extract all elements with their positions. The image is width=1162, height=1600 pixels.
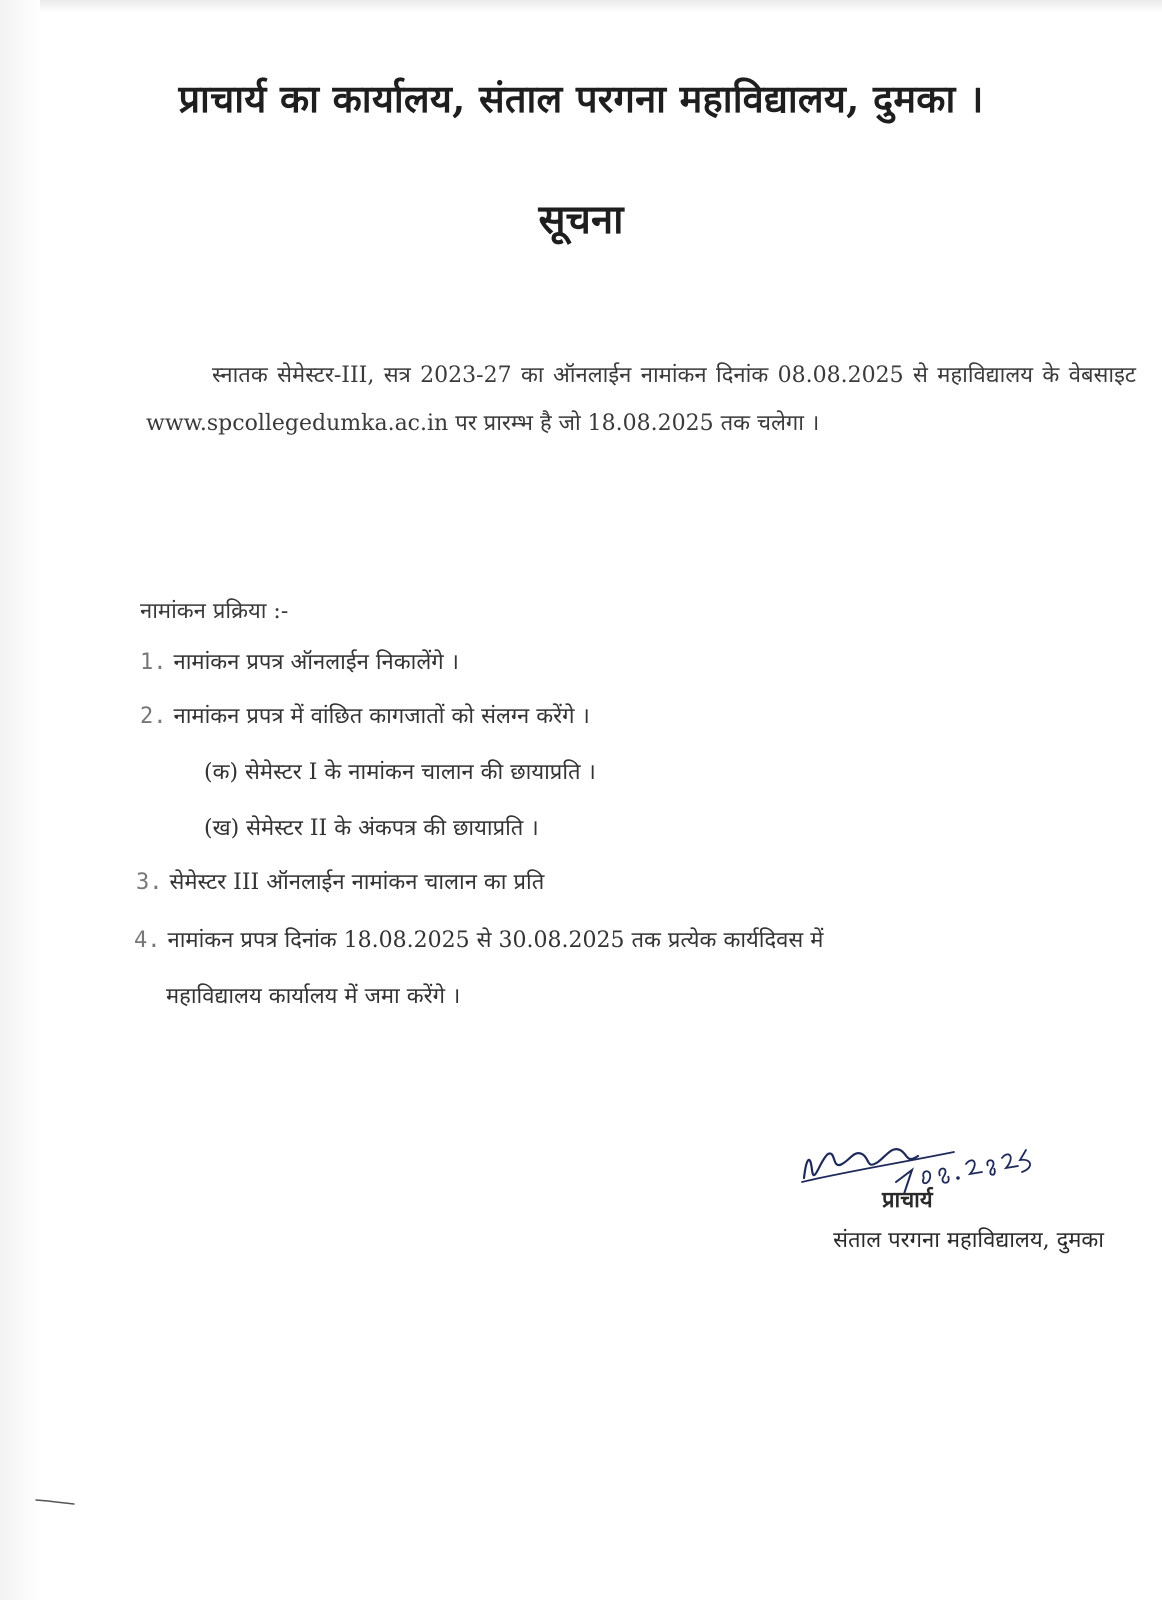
item-text: (ख) सेमेस्टर II के अंकपत्र की छायाप्रति । [204,816,539,841]
item-text: नामांकन प्रपत्र में वांछित कागजातों को संलग्न करेंगे । [173,704,590,729]
procedure-heading: नामांकन प्रक्रिया :- [140,599,289,624]
procedure-item-1 [140,646,459,676]
notice-paragraph-text: स्नातक सेमेस्टर-III, सत्र 2023-27 का ऑनलाईन नामांकन दिनांक 08.08.2025 से महाविद्यालय के वेबसाइट www.spcollegedumka.ac.in पर प्रारम्भ है जो 18.08.2025 तक चलेगा । [146,363,1136,436]
procedure-item-3 [136,866,544,896]
signatory-title: प्राचार्य [882,1187,933,1213]
item-text: (क) सेमेस्टर I के नामांकन चालान की छायाप्रति । [204,760,596,785]
item-text: सेमेस्टर III ऑनलाईन नामांकन चालान का प्रति [169,870,545,895]
item-text: नामांकन प्रपत्र दिनांक 18.08.2025 से 30.08.2025 तक प्रत्येक कार्यदिवस में [167,928,824,953]
item-number: 1. [140,650,167,675]
item-text: नामांकन प्रपत्र ऑनलाईन निकालेंगे । [173,650,459,675]
procedure-item-2 [140,700,590,730]
notice-paragraph [146,352,1136,448]
office-title: प्राचार्य का कार्यालय, संताल परगना महाविद्यालय, दुमका । [178,76,984,121]
procedure-item-4 [134,924,823,954]
scan-speck-mark [34,1496,80,1506]
procedure-item-4-continued [166,980,460,1010]
notice-title: सूचना [538,196,624,243]
item-text: महाविद्यालय कार्यालय में जमा करेंगे । [166,984,461,1009]
procedure-subitem-ka [204,756,596,786]
item-number: 2. [140,704,167,729]
item-number: 4. [134,928,161,953]
signatory-college: संताल परगना महाविद्यालय, दुमका [833,1228,1104,1253]
procedure-subitem-kha [204,812,539,842]
scan-edge-top [0,0,1162,12]
item-number: 3. [136,870,163,895]
signature-block [744,1120,1104,1260]
